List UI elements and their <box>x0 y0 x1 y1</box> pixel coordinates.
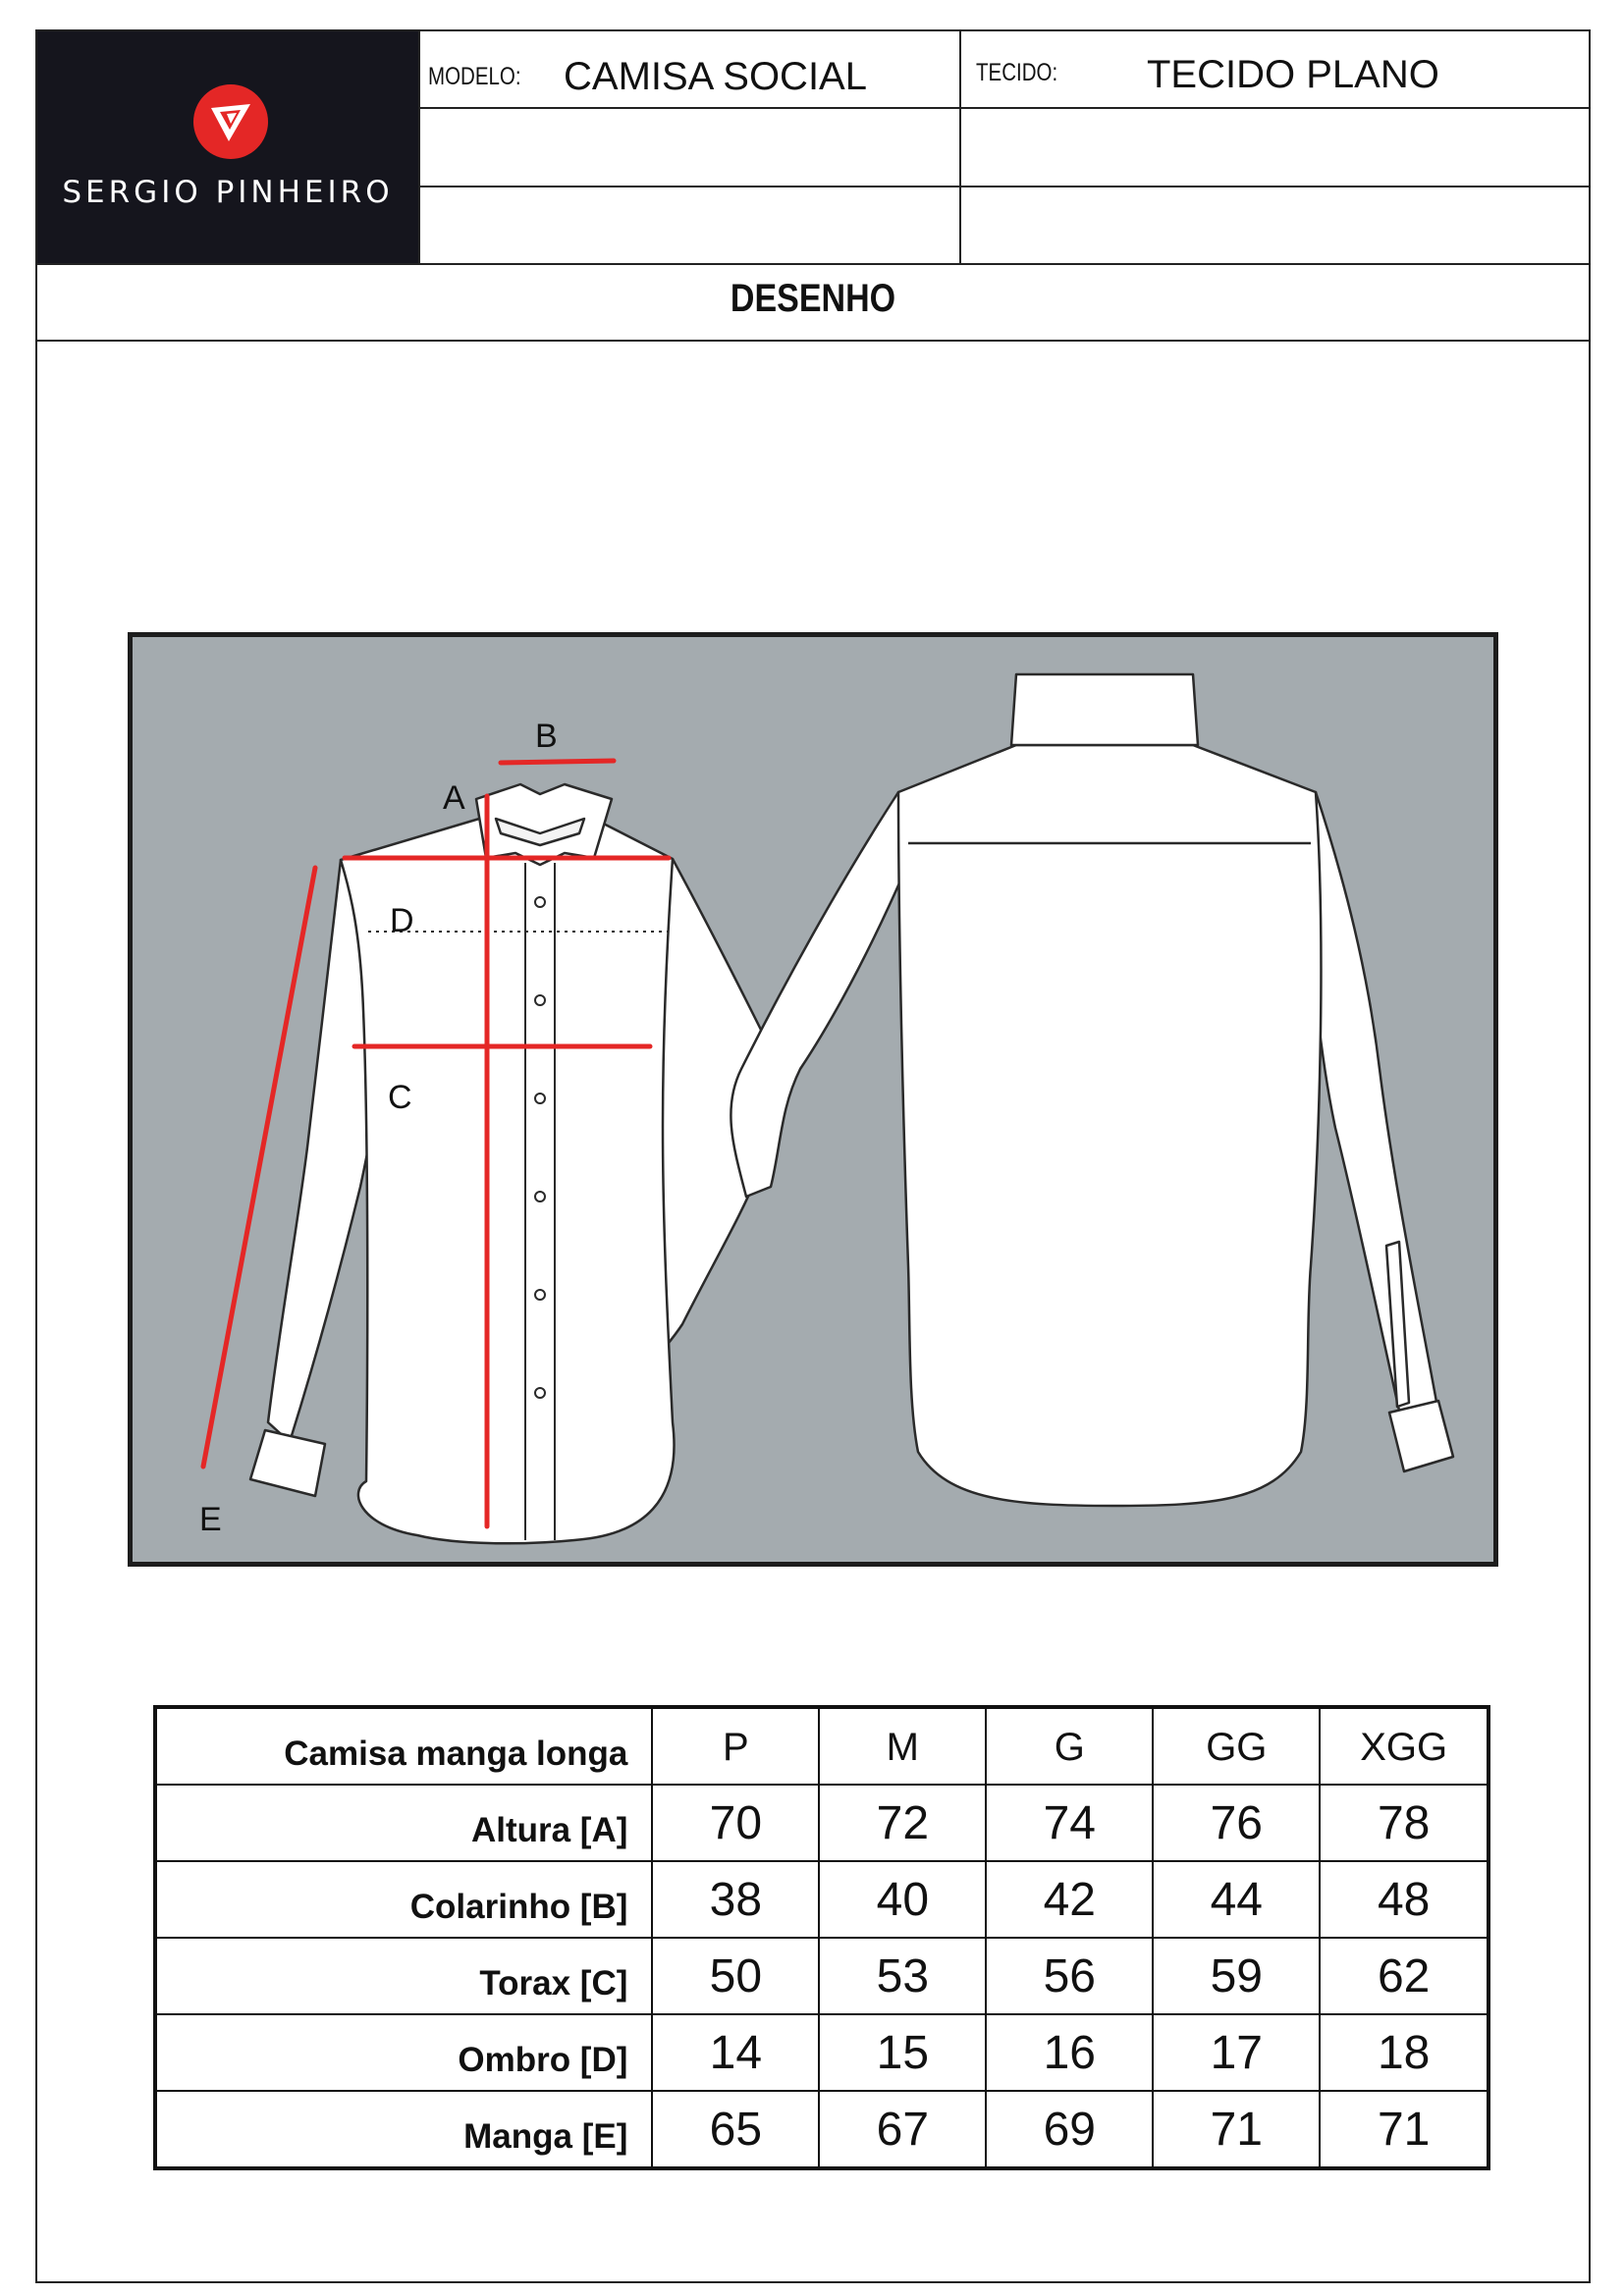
measure-label-b: B <box>535 718 558 755</box>
technical-drawing <box>128 632 1498 1567</box>
measure-line-b <box>501 761 614 763</box>
table-cell: 40 <box>819 1861 986 1938</box>
size-header: M <box>819 1707 986 1785</box>
table-row <box>155 2091 1489 2168</box>
table-cell: 17 <box>1153 2014 1320 2091</box>
table-cell: 65 <box>652 2091 819 2168</box>
table-cell: 18 <box>1320 2014 1489 2091</box>
measure-label-d: D <box>390 902 414 939</box>
table-cell: 76 <box>1153 1785 1320 1861</box>
table-cell: 56 <box>986 1938 1153 2014</box>
measure-label-a: A <box>443 779 465 817</box>
table-row <box>155 1785 1489 1861</box>
table-cell: 14 <box>652 2014 819 2091</box>
table-cell: 16 <box>986 2014 1153 2091</box>
size-header: G <box>986 1707 1153 1785</box>
row-label: Altura [A] <box>155 1785 652 1861</box>
table-cell: 72 <box>819 1785 986 1861</box>
table-row <box>155 2014 1489 2091</box>
row-label: Colarinho [B] <box>155 1861 652 1938</box>
table-title-cell <box>155 1707 652 1785</box>
table-cell: 38 <box>652 1861 819 1938</box>
table-cell: 53 <box>819 1938 986 2014</box>
row-label: Manga [E] <box>155 2091 652 2168</box>
table-cell: 48 <box>1320 1861 1489 1938</box>
table-cell: 59 <box>1153 1938 1320 2014</box>
size-header: XGG <box>1320 1707 1489 1785</box>
size-header: GG <box>1153 1707 1320 1785</box>
table-cell: 44 <box>1153 1861 1320 1938</box>
table-row <box>155 1861 1489 1938</box>
table-cell: 78 <box>1320 1785 1489 1861</box>
back-right-sleeve <box>731 792 908 1197</box>
table-cell: 70 <box>652 1785 819 1861</box>
brand-name: SERGIO PINHEIRO <box>62 175 394 210</box>
spec-sheet <box>35 29 1591 2283</box>
table-row <box>155 1938 1489 2014</box>
row-label: Torax [C] <box>155 1938 652 2014</box>
table-cell: 15 <box>819 2014 986 2091</box>
table-cell: 67 <box>819 2091 986 2168</box>
size-header: P <box>652 1707 819 1785</box>
back-left-cuff <box>1389 1401 1453 1471</box>
header <box>37 31 1589 263</box>
tecido-value: TECIDO PLANO <box>1147 53 1439 96</box>
shirt-illustration <box>133 637 1493 1562</box>
table-cell: 69 <box>986 2091 1153 2168</box>
measure-label-c: C <box>388 1079 412 1116</box>
back-left-sleeve <box>1306 792 1438 1432</box>
brand-logo <box>37 31 418 263</box>
front-right-cuff <box>250 1430 325 1496</box>
table-cell: 42 <box>986 1861 1153 1938</box>
table-cell: 62 <box>1320 1938 1489 2014</box>
tecido-label: TECIDO: <box>976 59 1058 86</box>
row-label: Ombro [D] <box>155 2014 652 2091</box>
section-title: DESENHO <box>730 277 896 320</box>
brand-mark-icon <box>193 84 268 159</box>
table-cell: 74 <box>986 1785 1153 1861</box>
table-header-row <box>155 1707 1489 1785</box>
measure-label-e: E <box>199 1501 222 1538</box>
table-cell: 71 <box>1320 2091 1489 2168</box>
back-collar <box>1011 674 1198 745</box>
size-table <box>153 1705 1490 2170</box>
back-body <box>898 745 1321 1506</box>
table-cell: 50 <box>652 1938 819 2014</box>
modelo-label: MODELO: <box>428 63 521 90</box>
table-cell: 71 <box>1153 2091 1320 2168</box>
table-title: Camisa manga longa <box>284 1735 628 1773</box>
modelo-value: CAMISA SOCIAL <box>564 55 867 98</box>
